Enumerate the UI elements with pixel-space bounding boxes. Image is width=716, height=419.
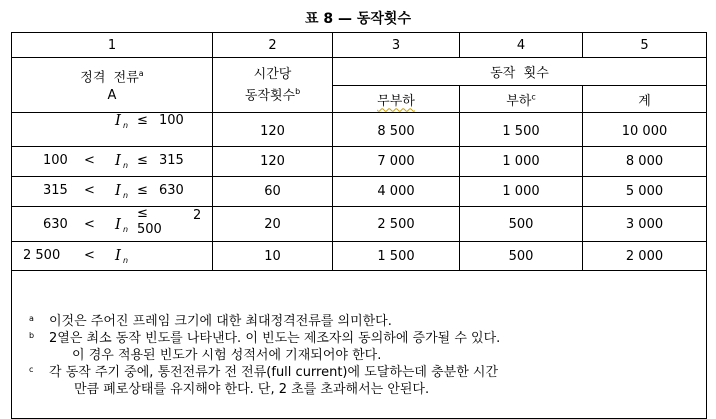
no-load-label: 무부하 (377, 93, 415, 109)
footnotes (12, 271, 707, 419)
current-range-cell (12, 207, 213, 242)
table-row (12, 147, 707, 177)
current-high: 315 (159, 153, 184, 168)
current-subscript: n (123, 121, 129, 130)
footnote-b-continued: 이 경우 적용된 빈도가 시험 성적서에 기재되어야 한다. (72, 348, 382, 363)
col-num-5: 5 (583, 33, 707, 58)
no-load-cell: 4 000 (333, 177, 460, 207)
header-load (460, 86, 583, 113)
header-no-load (333, 86, 460, 113)
current-subscript: n (123, 256, 129, 265)
footnote-text: 2열은 최소 동작 빈도를 나타낸다. 이 빈도는 제조자의 동의하에 증가될 수 있다. (49, 331, 501, 346)
footnote-text: 이것은 주어진 프레임 크기에 대한 최대정격전류를 의미한다. (49, 314, 392, 329)
note-b-ref: b (295, 86, 301, 96)
current-low: 100 (43, 153, 68, 168)
no-load-cell: 2 500 (333, 207, 460, 242)
current-low: 630 (43, 217, 68, 232)
current-range-cell (12, 147, 213, 177)
note-c-ref: c (531, 92, 536, 102)
current-high-extra: 2 (193, 208, 202, 223)
operations-table (11, 32, 707, 419)
current-low: 315 (43, 183, 68, 198)
current-symbol: I (115, 111, 121, 129)
load-cell: 500 (460, 207, 583, 242)
load-cell: 1 000 (460, 147, 583, 177)
per-hour-cell: 10 (213, 242, 333, 271)
footnote-c (12, 364, 706, 381)
no-load-cell: 1 500 (333, 242, 460, 271)
current-high: 100 (159, 113, 184, 128)
header-ops-per-hour (213, 58, 333, 113)
footnote-a (12, 313, 706, 330)
ops-per-hour-line1: 시간당 (253, 66, 292, 82)
current-low: 2 500 (23, 248, 61, 263)
header-total: 계 (583, 86, 707, 113)
current-subscript: n (123, 225, 129, 234)
table-row (12, 242, 707, 271)
rated-current-label: 정격 전류 (80, 70, 139, 86)
le-sign: ≤ (137, 113, 148, 128)
table-title: 표 8 — 동작횟수 (305, 11, 411, 27)
header-rated-current (12, 58, 213, 113)
footnote-mark: b (29, 331, 35, 340)
total-cell: 8 000 (583, 147, 707, 177)
current-symbol: I (115, 181, 121, 199)
col-num-3: 3 (333, 33, 460, 58)
current-subscript: n (123, 191, 129, 200)
current-symbol: I (115, 246, 121, 264)
per-hour-cell: 20 (213, 207, 333, 242)
header-op-count: 동작 횟수 (333, 58, 707, 86)
current-high: 630 (159, 183, 184, 198)
footnote-c-continued: 만큼 폐로상태를 유지해야 한다. 단, 2 초를 초과해서는 안된다. (74, 382, 430, 397)
current-range-cell (12, 242, 213, 271)
col-num-4: 4 (460, 33, 583, 58)
total-cell: 10 000 (583, 113, 707, 147)
load-cell: 500 (460, 242, 583, 271)
le-sign: ≤ (137, 153, 148, 168)
note-a-ref: a (138, 68, 144, 78)
lt-sign: < (84, 217, 95, 232)
total-cell: 3 000 (583, 207, 707, 242)
footnote-b (12, 330, 706, 347)
table-row (12, 113, 707, 147)
per-hour-cell: 60 (213, 177, 333, 207)
column-number-row (12, 33, 707, 58)
current-high: 500 (137, 222, 162, 237)
no-load-cell: 7 000 (333, 147, 460, 177)
lt-sign: < (84, 183, 95, 198)
load-cell: 1 000 (460, 177, 583, 207)
footnote-mark: a (29, 314, 34, 323)
rated-current-unit: A (107, 88, 117, 104)
load-cell: 1 500 (460, 113, 583, 147)
le-sign: ≤ (137, 206, 148, 221)
load-label: 부하 (506, 93, 532, 109)
col-num-2: 2 (213, 33, 333, 58)
lt-sign: < (84, 248, 95, 263)
lt-sign: < (84, 153, 95, 168)
total-cell: 5 000 (583, 177, 707, 207)
per-hour-cell: 120 (213, 147, 333, 177)
current-range-cell (12, 177, 213, 207)
per-hour-cell: 120 (213, 113, 333, 147)
footnote-mark: c (29, 365, 34, 374)
table-row (12, 207, 707, 242)
total-cell: 2 000 (583, 242, 707, 271)
le-sign: ≤ (137, 183, 148, 198)
no-load-cell: 8 500 (333, 113, 460, 147)
ops-per-hour-line2: 동작횟수 (244, 88, 296, 104)
current-symbol: I (115, 215, 121, 233)
current-subscript: n (123, 161, 129, 170)
footnote-text: 각 동작 주기 중에, 통전전류가 전 전류(full current)에 도달하는데 충분한 시간 (49, 365, 499, 380)
current-range-cell (12, 113, 213, 147)
current-symbol: I (115, 151, 121, 169)
table-row (12, 177, 707, 207)
col-num-1: 1 (12, 33, 213, 58)
